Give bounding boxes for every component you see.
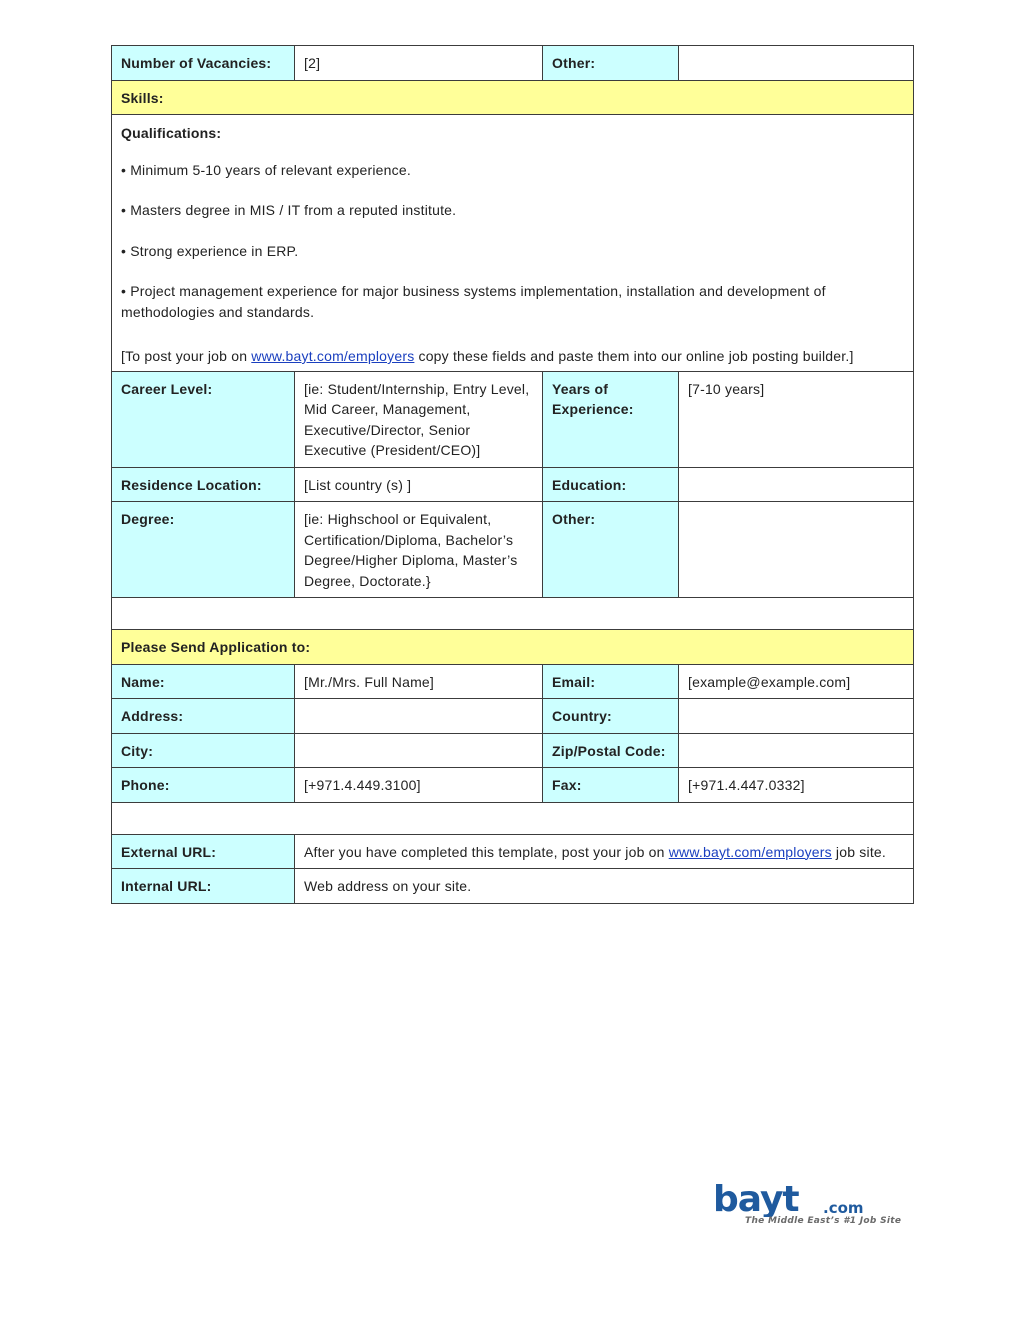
internal-url-label: Internal URL: xyxy=(112,869,295,904)
bayt-logo-graphic xyxy=(713,1183,903,1217)
other-label: Other: xyxy=(543,46,679,81)
address-row xyxy=(112,699,914,734)
vacancies-label: Number of Vacancies: xyxy=(112,46,295,81)
email-label: Email: xyxy=(543,664,679,699)
career-level-label: Career Level: xyxy=(112,371,295,467)
external-url-row xyxy=(112,834,914,869)
qualification-item: • Strong experience in ERP. xyxy=(121,242,299,259)
vacancies-row xyxy=(112,46,914,81)
qualification-item: • Minimum 5-10 years of relevant experience. xyxy=(121,161,411,178)
application-heading-row xyxy=(112,630,914,665)
degree-row xyxy=(112,502,914,598)
external-employers-link[interactable]: www.bayt.com/employers xyxy=(668,843,832,860)
residence-row xyxy=(112,467,914,502)
residence-location-label: Residence Location: xyxy=(112,467,295,502)
degree-other-label: Other: xyxy=(543,502,679,598)
application-heading: Please Send Application to: xyxy=(112,630,914,665)
education-label: Education: xyxy=(543,467,679,502)
other-value[interactable] xyxy=(679,46,914,81)
spacer-row xyxy=(112,802,914,834)
spacer-row xyxy=(112,598,914,630)
bayt-logo-wordmark: bayt xyxy=(713,1183,799,1217)
employers-link[interactable]: www.bayt.com/employers xyxy=(251,348,415,364)
career-level-value[interactable]: [ie: Student/Internship, Entry Level, Mid Career, Management, Executive/Director, Senior Executive (President/CEO)] xyxy=(295,371,543,467)
bayt-logo-suffix: .com xyxy=(823,1199,864,1217)
qualifications-row xyxy=(112,115,914,372)
external-url-value[interactable] xyxy=(295,834,914,869)
address-value[interactable] xyxy=(295,699,543,734)
years-experience-value[interactable]: [7-10 years] xyxy=(679,371,914,467)
qualifications-title: Qualifications: xyxy=(121,125,222,141)
country-value[interactable] xyxy=(679,699,914,734)
city-value[interactable] xyxy=(295,733,543,768)
spacer-cell xyxy=(112,802,914,834)
bayt-tagline: The Middle East’s #1 Job Site xyxy=(745,1216,902,1226)
skills-row xyxy=(112,80,914,115)
degree-value[interactable]: [ie: Highschool or Equivalent, Certification/Diploma, Bachelor’s Degree/Higher Diploma, Master’s Degree, Doctorate.} xyxy=(295,502,543,598)
name-label: Name: xyxy=(112,664,295,699)
qualifications-cell[interactable] xyxy=(112,115,914,372)
internal-url-value[interactable]: Web address on your site. xyxy=(295,869,914,904)
degree-other-value[interactable] xyxy=(679,502,914,598)
education-value[interactable] xyxy=(679,467,914,502)
fax-value[interactable]: [+971.4.447.0332] xyxy=(679,768,914,803)
email-value[interactable]: [example@example.com] xyxy=(679,664,914,699)
skills-heading: Skills: xyxy=(112,80,914,115)
fax-label: Fax: xyxy=(543,768,679,803)
career-row xyxy=(112,371,914,467)
external-url-label: External URL: xyxy=(112,834,295,869)
zip-label: Zip/Postal Code: xyxy=(543,733,679,768)
city-label: City: xyxy=(112,733,295,768)
qualification-item: • Masters degree in MIS / IT from a reputed institute. xyxy=(121,202,457,218)
vacancies-value[interactable]: [2] xyxy=(295,46,543,81)
external-url-suffix: job site. xyxy=(831,843,886,860)
city-row xyxy=(112,733,914,768)
internal-url-row xyxy=(112,869,914,904)
posting-note-suffix: copy these fields and paste them into our online job posting builder.] xyxy=(414,348,854,364)
years-experience-label: Years of Experience: xyxy=(543,371,679,467)
phone-label: Phone: xyxy=(112,768,295,803)
address-label: Address: xyxy=(112,699,295,734)
posting-note-prefix: [To post your job on xyxy=(121,348,252,364)
degree-label: Degree: xyxy=(112,502,295,598)
name-row xyxy=(112,664,914,699)
country-label: Country: xyxy=(543,699,679,734)
job-posting-form xyxy=(111,45,914,904)
phone-value[interactable]: [+971.4.449.3100] xyxy=(295,768,543,803)
zip-value[interactable] xyxy=(679,733,914,768)
spacer-cell xyxy=(112,598,914,630)
name-value[interactable]: [Mr./Mrs. Full Name] xyxy=(295,664,543,699)
phone-row xyxy=(112,768,914,803)
external-url-prefix: After you have completed this template, post your job on xyxy=(304,843,669,860)
qualification-item: • Project management experience for major business systems implementation, installation and development of methodologies and standards. xyxy=(121,283,826,320)
residence-location-value[interactable]: [List country (s) ] xyxy=(295,467,543,502)
posting-note xyxy=(121,346,904,367)
